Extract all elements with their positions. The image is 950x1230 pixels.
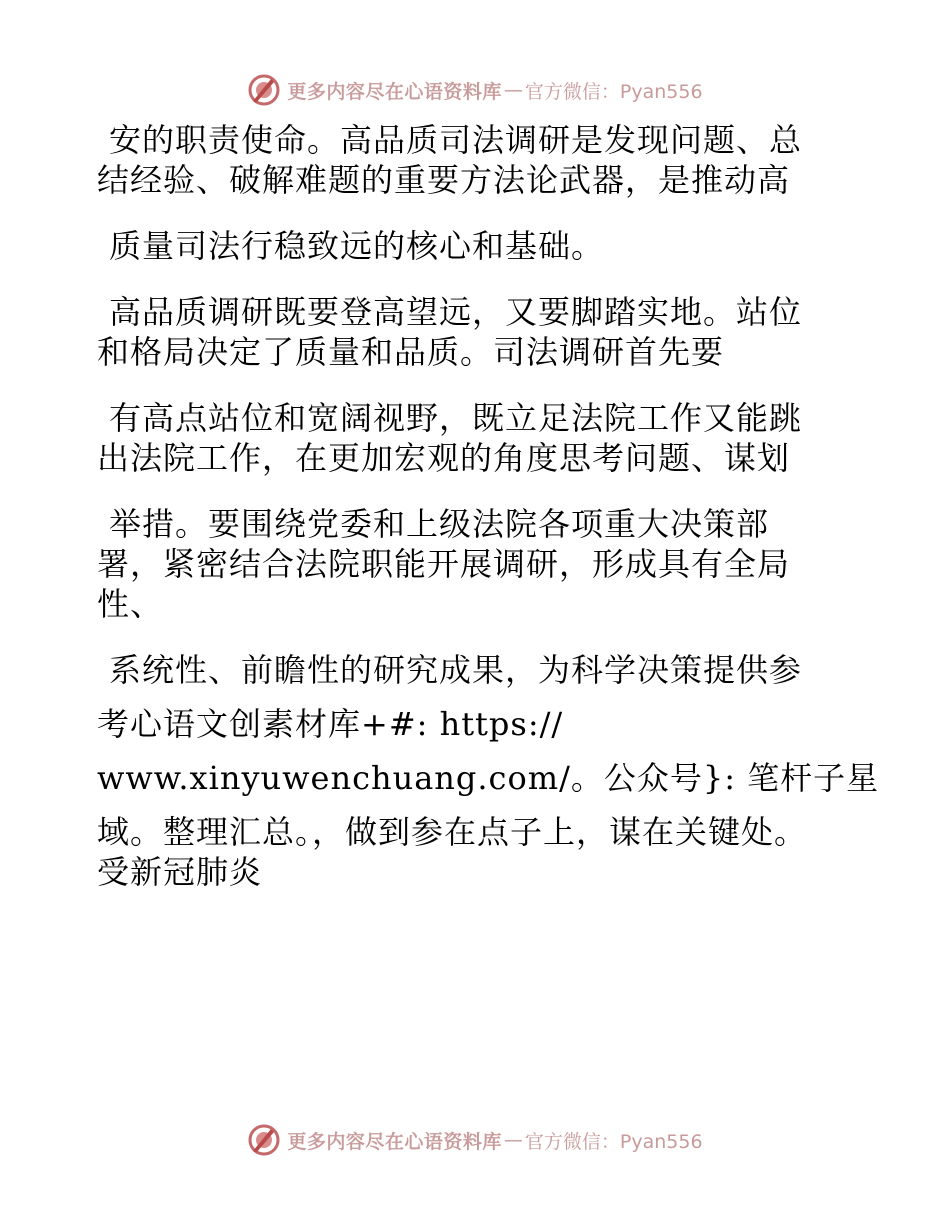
watermark-text: 更多内容尽在心语资料库 [287, 1130, 502, 1153]
text-line: 受新冠肺炎 [97, 853, 263, 891]
text-line: 结经验、破解难题的重要方法论武器，是推动高 [97, 161, 791, 199]
footer-watermark [0, 1120, 950, 1160]
text-line: 举措。要围绕党委和上级法院各项重大决策部 [109, 505, 770, 543]
text-line: 有高点站位和宽阔视野，既立足法院工作又能跳 [109, 399, 803, 437]
text-line: 出法院工作，在更加宏观的角度思考问题、谋划 [97, 439, 791, 477]
watermark-separator: — [503, 79, 523, 101]
text-line: 高品质调研既要登高望远，又要脚踏实地。站位 [109, 293, 803, 331]
text-line: 安的职责使命。高品质司法调研是发现问题、总 [109, 121, 803, 159]
document-body [97, 120, 880, 892]
text-line: 质量司法行稳致远的核心和基础。 [109, 227, 605, 265]
watermark-separator: — [503, 1129, 523, 1151]
text-line: 域。整理汇总。，做到参在点子上，谋在关键处。 [97, 813, 808, 851]
text-line: 考心语文创素材库+#: https:// [97, 705, 564, 743]
quill-seal-icon [247, 1123, 281, 1157]
watermark-wechat: 官方微信：Pyan556 [524, 80, 703, 103]
watermark-text: 更多内容尽在心语资料库 [287, 80, 502, 103]
text-line: www.xinyuwenchuang.com/。公众号}: 笔杆子星 [97, 759, 880, 797]
text-line: 性、 [97, 585, 164, 623]
watermark-wechat: 官方微信：Pyan556 [524, 1130, 703, 1153]
text-line: 系统性、前瞻性的研究成果，为科学决策提供参 [109, 651, 803, 689]
text-line: 署，紧密结合法院职能开展调研，形成具有全局 [97, 545, 791, 583]
header-watermark [0, 70, 950, 110]
quill-seal-icon [247, 73, 281, 107]
text-line: 和格局决定了质量和品质。司法调研首先要 [97, 333, 725, 371]
